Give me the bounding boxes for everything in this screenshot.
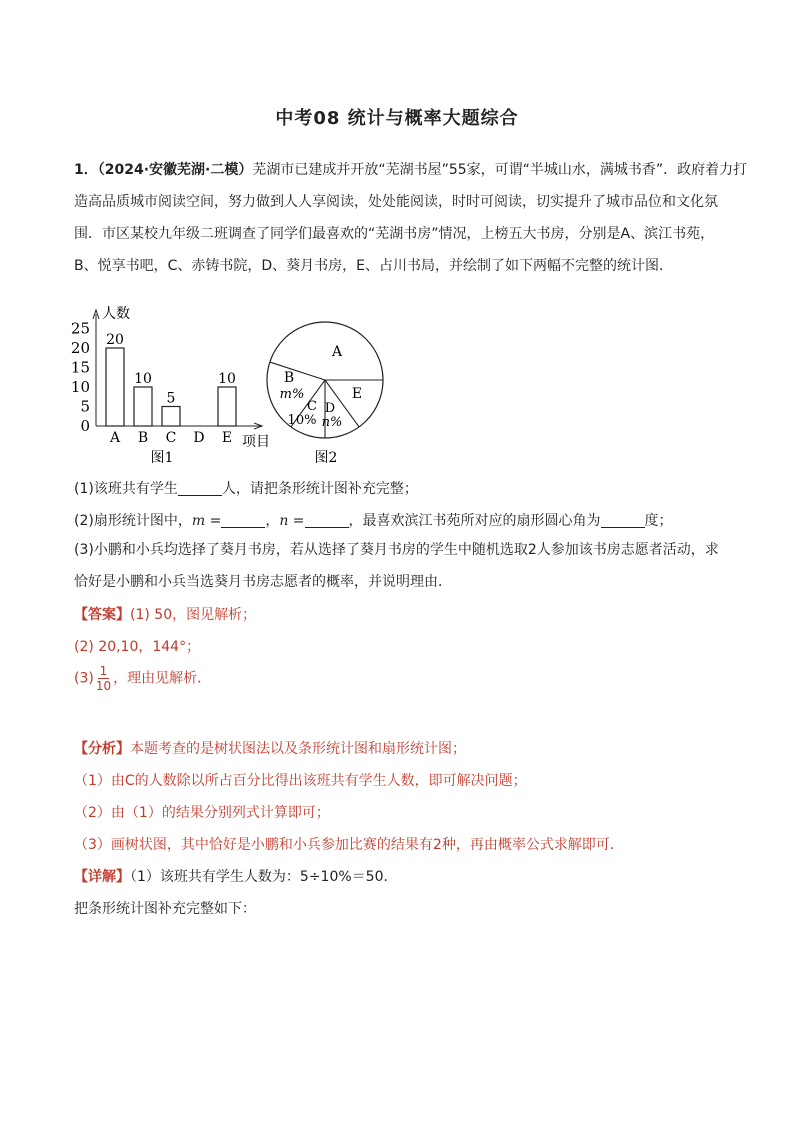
answer-1: (1) 50，图见解析； [130, 607, 257, 623]
answer-3-suffix: ，理由见解析． [113, 670, 212, 687]
bar-B [134, 387, 152, 426]
sub2-comma: ， [265, 513, 280, 529]
figure-2-caption: 图2 [314, 450, 338, 466]
bar-A [106, 348, 124, 426]
y-tick-label: 15 [70, 358, 90, 377]
analysis-text-0: 本题考查的是树状图法以及条形统计图和扇形统计图； [130, 741, 466, 757]
question-source: （2024·安徽芜湖·二模） [97, 162, 253, 178]
sub2-text-a: (2)扇形统计图中， [74, 513, 192, 529]
answer-blank-m[interactable] [221, 513, 265, 528]
answer-line-3 [74, 664, 211, 693]
question-1-intro [74, 154, 748, 282]
x-tick-label: D [193, 430, 205, 446]
sub-question-3 [74, 534, 724, 598]
pie-label-C-percent: 10% [287, 413, 317, 428]
figure-1-caption: 图1 [150, 450, 174, 466]
bar-value-label: 5 [166, 390, 176, 407]
x-tick-label: B [137, 430, 149, 446]
sub2-text-c: 度； [644, 513, 673, 529]
detail-label: 【详解】 [74, 869, 130, 885]
pie-label-C: C [307, 399, 317, 414]
sub2-text-b: ，最喜欢滨江书苑所对应的扇形圆心角为 [348, 513, 601, 529]
x-tick-label: E [221, 430, 233, 446]
fraction-numerator: 1 [99, 664, 108, 678]
answer-blank-angle[interactable] [601, 513, 645, 528]
analysis-line-0 [74, 738, 466, 758]
pie-label-A: A [331, 344, 343, 360]
pie-label-n: n% [321, 415, 343, 430]
y-axis-title: 人数 [102, 306, 130, 322]
pie-label-m: m% [279, 387, 305, 402]
page-title: 中考08 统计与概率大题综合 [275, 108, 519, 129]
answer-3-fraction [96, 664, 111, 693]
fraction-denominator: 10 [95, 679, 112, 693]
sub2-n-label: n = [279, 513, 305, 529]
bar-value-label: 10 [218, 371, 236, 387]
sub1-text-b: 人，请把条形统计图补充完整； [221, 481, 418, 497]
pie-label-D: D [324, 401, 336, 416]
sub3-line-1: (3)小鹏和小兵均选择了葵月书房，若从选择了葵月书房的学生中随机选取2人参加该书房志愿者活动，求 [74, 542, 719, 558]
y-tick-label: 5 [80, 397, 90, 416]
sub3-line-2: 恰好是小鹏和小兵当选葵月书房志愿者的概率，并说明理由． [74, 574, 452, 590]
figure-1-bar-chart [70, 300, 280, 472]
question-number: 1． [74, 162, 98, 178]
intro-line-3: 围．市区某校九年级二班调查了同学们最喜欢的“芜湖书房”情况，上榜五大书房，分别是A、滨江书苑， [74, 226, 715, 242]
bar-E [218, 387, 236, 426]
answer-blank-n[interactable] [305, 513, 349, 528]
bar-value-label: 10 [134, 371, 152, 387]
x-axis-title: 项目 [242, 434, 270, 450]
pie-label-B: B [283, 370, 295, 386]
y-tick-label: 25 [70, 319, 90, 338]
analysis-line-3: （3）画树状图，其中恰好是小鹏和小兵参加比赛的结果有2种，再由概率公式求解即可． [74, 837, 624, 853]
intro-line-1: 芜湖市已建成并开放“芜湖书屋”55家，可谓“半城山水，满城书香”．政府着力打 [252, 162, 748, 178]
answer-label: 【答案】 [74, 607, 130, 623]
detail-text-1: （1）该班共有学生人数为：5÷10%＝50． [130, 869, 398, 885]
pie-label-E: E [351, 386, 363, 402]
y-tick-label: 10 [70, 378, 90, 396]
analysis-label: 【分析】 [74, 741, 130, 757]
sub-question-1 [74, 478, 418, 498]
answer-2: (2) 20,10，144°； [74, 639, 201, 655]
intro-line-2: 造高品质城市阅读空间，努力做到人人享阅读，处处能阅读，时时可阅读，切实提升了城市品位和文化氛 [74, 194, 718, 210]
analysis-line-2: （2）由（1）的结果分别列式计算即可； [74, 805, 330, 821]
figure-2-pie-chart [262, 308, 402, 470]
intro-line-4: B、悦享书吧，C、赤铸书院，D、葵月书房，E、占川书局，并绘制了如下两幅不完整的统计图． [74, 258, 674, 274]
analysis-line-1: （1）由C的人数除以所占百分比得出该班共有学生人数，即可解决问题； [74, 773, 527, 789]
answer-3-prefix: (3) [74, 670, 94, 687]
y-tick-label: 0 [80, 417, 90, 435]
detail-line-2: 把条形统计图补充完整如下： [74, 901, 256, 917]
sub1-text-a: (1)该班共有学生 [74, 481, 178, 497]
x-tick-label: A [109, 430, 121, 446]
answer-blank-1[interactable] [178, 481, 222, 496]
y-tick-label: 20 [70, 339, 90, 357]
x-tick-label: C [165, 430, 177, 446]
sub2-m-label: m = [191, 513, 222, 529]
detail-line-1 [74, 866, 397, 886]
bar-C [162, 407, 180, 427]
answer-line-1 [74, 604, 256, 624]
sub-question-2 [74, 510, 673, 530]
bar-value-label: 20 [106, 332, 124, 348]
